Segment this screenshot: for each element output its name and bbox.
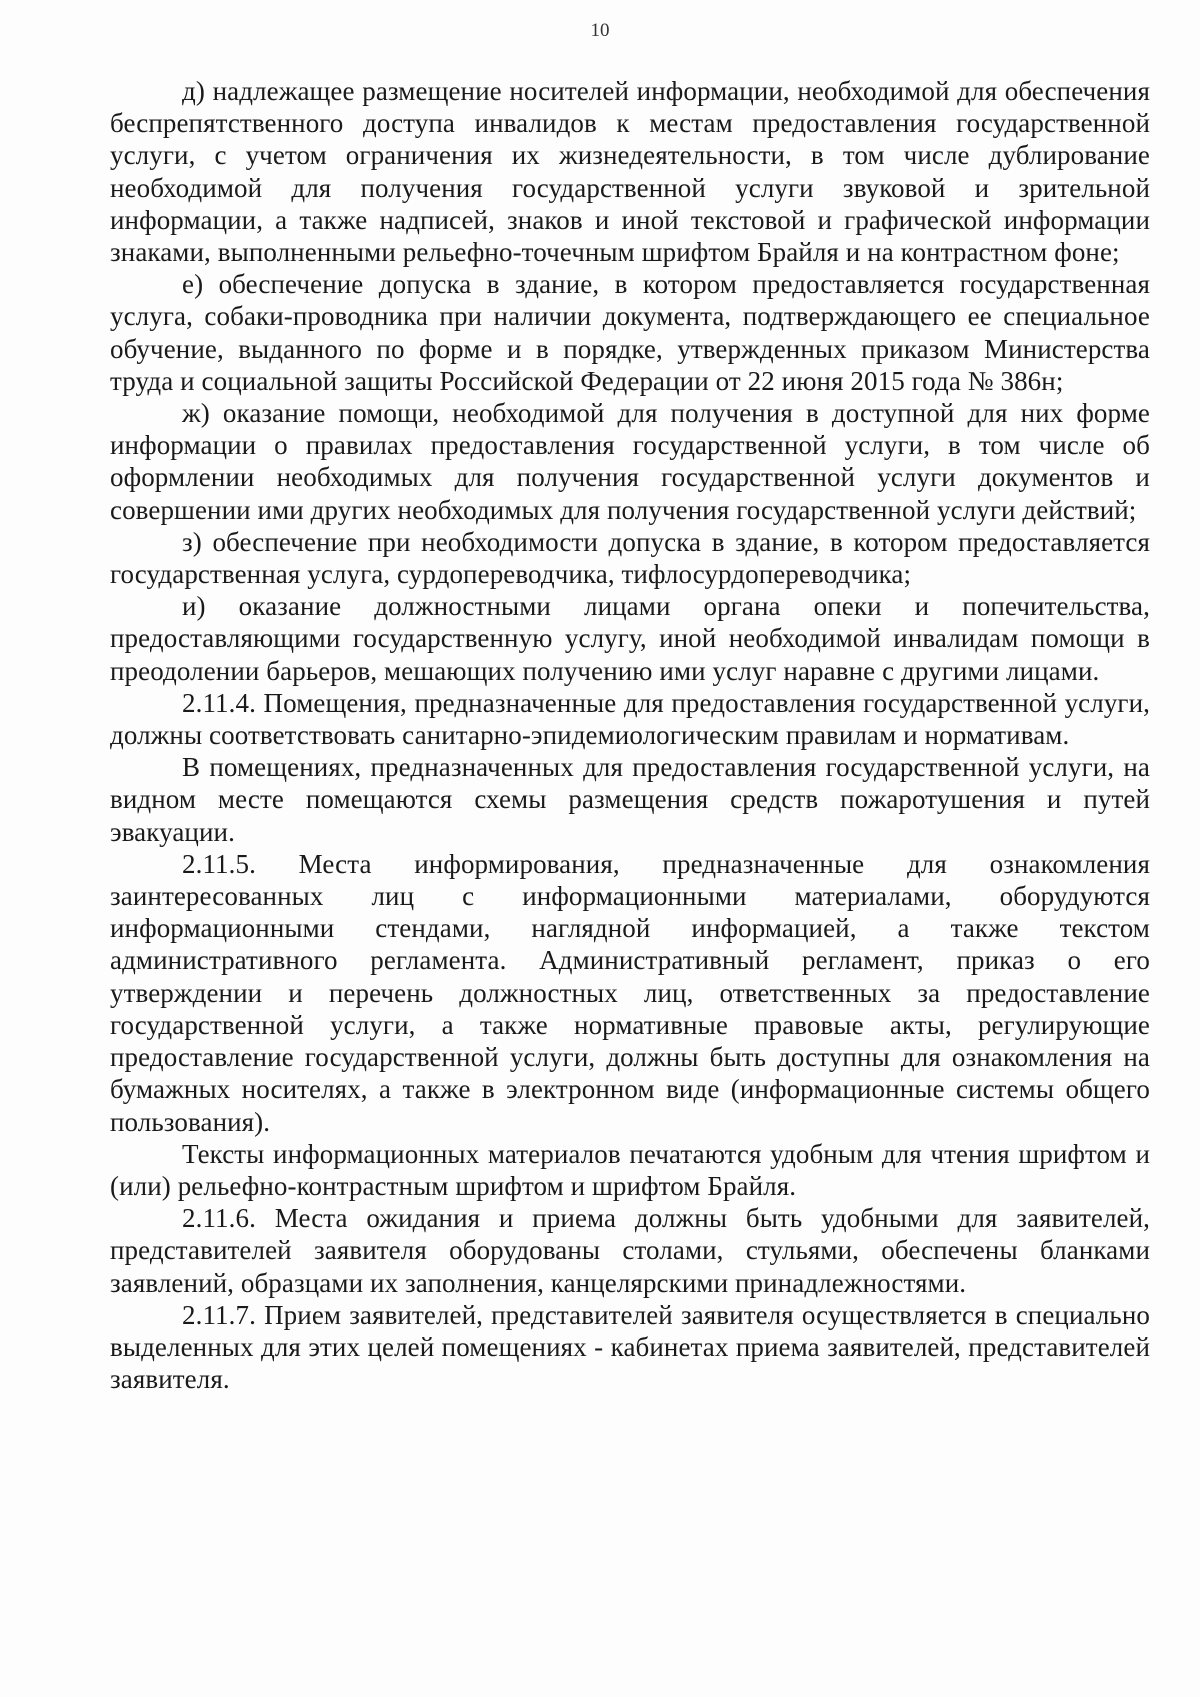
- paragraph-2-11-6: 2.11.6. Места ожидания и приема должны быть удобными для заявителей, представителей заявителя оборудованы столами, стульями, обеспечены бланками заявлений, образцами их заполнения, канцелярскими принадлежностями.: [110, 1203, 1150, 1298]
- paragraph-2-11-5: 2.11.5. Места информирования, предназначенные для ознакомления заинтересованных лиц с информационными материалами, оборудуются информационными стендами, наглядной информацией, а также текстом административного регламента. Административный регламент, приказ о его утверждении и перечень должностных лиц, ответственных за предоставление государственной услуги, а также нормативные правовые акты, регулирующие предоставление государственной услуги, должны быть доступны для ознакомления на бумажных носителях, а также в электронном виде (информационные системы общего пользования).: [110, 848, 1150, 1137]
- paragraph-z: з) обеспечение при необходимости допуска в здание, в котором предоставляется государственная услуга, сурдопереводчика, тифлосурдопереводчика;: [110, 526, 1150, 590]
- paragraph-zh: ж) оказание помощи, необходимой для получения в доступной для них форме информации о правилах предоставления государственной услуги, в том числе об оформлении необходимых для получения государственной услуги документов и совершении ими других необходимых для получения государственной услуги действий;: [110, 398, 1150, 525]
- paragraph-2-11-4: 2.11.4. Помещения, предназначенные для предоставления государственной услуги, должны соответствовать санитарно-эпидемиологическим правилам и нормативам.: [110, 687, 1150, 751]
- paragraph-d: д) надлежащее размещение носителей информации, необходимой для обеспечения беспрепятственного доступа инвалидов к местам предоставления государственной услуги, с учетом ограничения их жизнедеятельности, в том числе дублирование необходимой для получения государственной услуги звуковой и зрительной информации, а также надписей, знаков и иной текстовой и графической информации знаками, выполненными рельефно-точечным шрифтом Брайля и на контрастном фоне;: [110, 76, 1150, 268]
- paragraph-braille-texts: Тексты информационных материалов печатаются удобным для чтения шрифтом и (или) рельефно-контрастным шрифтом и шрифтом Брайля.: [110, 1138, 1150, 1201]
- page-number: 10: [590, 20, 610, 41]
- paragraph-2-11-7: 2.11.7. Прием заявителей, представителей заявителя осуществляется в специально выделенных для этих целей помещениях - кабинетах приема заявителей, представителей заявителя.: [110, 1299, 1150, 1395]
- document-body: [110, 75, 1150, 1395]
- paragraph-evacuation-schemes: В помещениях, предназначенных для предоставления государственной услуги, на видном месте помещаются схемы размещения средств пожаротушения и путей эвакуации.: [110, 752, 1150, 847]
- paragraph-i: и) оказание должностными лицами органа опеки и попечительства, предоставляющими государственную услугу, иной необходимой инвалидам помощи в преодолении барьеров, мешающих получению ими услуг наравне с другими лицами.: [110, 591, 1150, 686]
- paragraph-e: е) обеспечение допуска в здание, в котором предоставляется государственная услуга, собаки-проводника при наличии документа, подтверждающего ее специальное обучение, выданного по форме и в порядке, утвержденных приказом Министерства труда и социальной защиты Российской Федерации от 22 июня 2015 года № 386н;: [110, 269, 1150, 396]
